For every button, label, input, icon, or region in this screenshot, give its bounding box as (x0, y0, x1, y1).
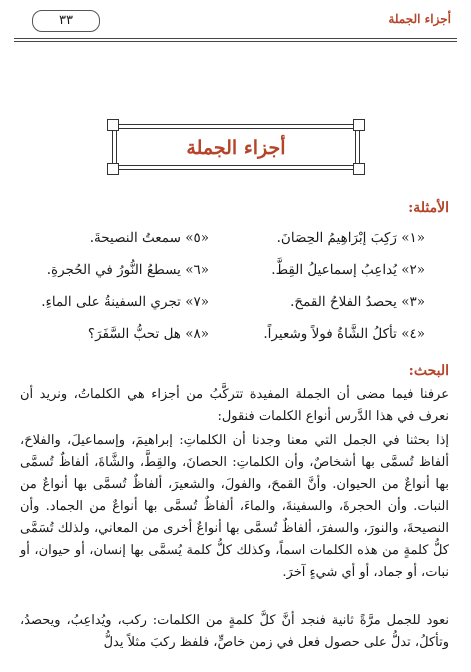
lesson-title: أجزاء الجملة (186, 137, 286, 159)
body-paragraph: إذا بحثنا في الجمل التي معنا وجدنا أن الكلماتِ: إبراهيمَ، وإسماعيلَ، والفلاحَ، ألفاظ تُسمَّى بها أشخاصٌ، وأن الكلماتِ: الحصانَ، والقِطَّ، والشَّاةَ، ألفاظٌ تُسمَّى بها أنواعٌ من الحيوان. وأنَّ القمحَ، والفولَ، والشعيرَ، ألفاظٌ تُسمَّى بها أنواعٌ من النبات. وأن الحجرةَ، والسفينةَ، والماءَ، ألفاظٌ تُسمَّى بها أنواعٌ من الجماد. وأن النصيحةَ، والنورَ، والسفرَ، ألفاظٌ تُسمَّى بها أنواعٌ أخرى من المعاني، ولذلك تُسَمَّى كلُّ كلمةٍ من هذه الكلمات اسماً، وكذلك كلُّ كلمة يُسمَّى بها إنسان، أو حيوان، أو نبات، أو جماد، أو أي شيءٍ آخرَ. (20, 433, 449, 580)
header-rule (14, 38, 457, 39)
example-item: «٦» يسطعُ النُّورُ في الحُجرةِ. (46, 262, 209, 278)
example-item: «٢» يُداعِبُ إسماعيلُ القِطَّ. (271, 262, 425, 278)
page-number: ٣٣ (32, 10, 100, 32)
frame-corner-ornament (107, 163, 119, 175)
frame-corner-ornament (107, 119, 119, 131)
example-item: «٧» تجري السفينةُ على الماءِ. (41, 294, 209, 310)
example-item: «٥» سمعتُ النصيحةَ. (89, 230, 209, 246)
body-paragraph: نعود للجمل مرَّةً ثانية فنجد أنَّ كلَّ كلمةٍ من الكلمات: ركب، ويُداعِبُ، ويحصدُ، وتأكلُ، تدلُّ على حصول فعل في زمن خاصٍّ، فلفظ ركبَ مثلاً يدلُّ (20, 613, 449, 650)
example-item: «٨» هل تحبُّ السَّفَرَ؟ (87, 326, 209, 342)
example-item: «١» رَكِبَ إبْرَاهِيمُ الحِصَانَ. (276, 230, 425, 246)
frame-corner-ornament (353, 119, 365, 131)
frame-corner-ornament (353, 163, 365, 175)
examples-heading: الأمثلة: (408, 200, 449, 216)
lesson-title-frame (112, 124, 360, 170)
research-heading: البحث: (408, 363, 449, 379)
example-item: «٤» تأكلُ الشَّاةُ فولاً وشعيراً. (263, 326, 425, 342)
header-rule (14, 41, 457, 42)
running-title: أجزاء الجملة (388, 12, 451, 26)
example-item: «٣» يحصدُ الفلاحُ القمحَ. (290, 294, 425, 310)
body-paragraph: عرفنا فيما مضى أن الجملة المفيدة تتركَّبُ من أجزاء هي الكلماتُ، ونريد أن نعرف في هذا الدَّرس أنواع الكلمات فنقول: (20, 387, 449, 424)
page-header (14, 8, 457, 34)
